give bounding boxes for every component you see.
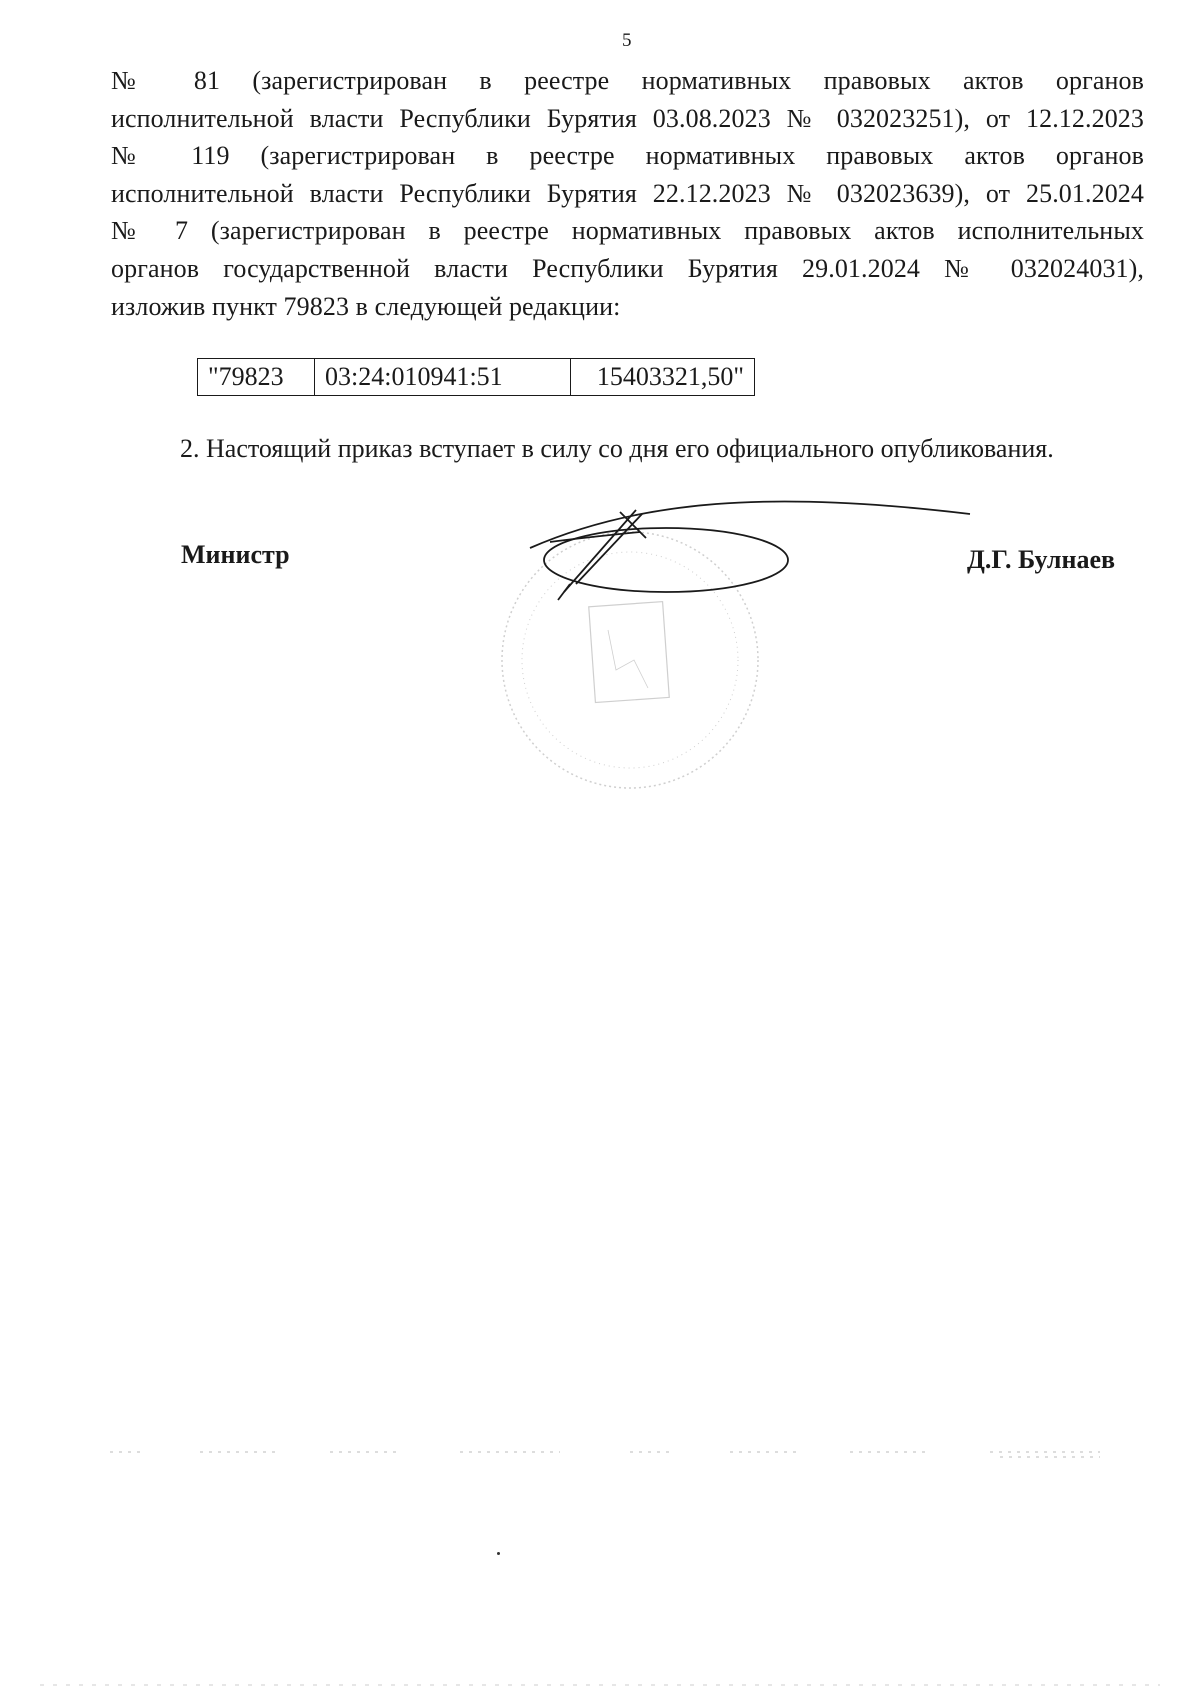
bottom-scan-artifact [0,1675,1200,1695]
signatory-name: Д.Г. Булнаев [967,545,1116,574]
stamp-and-signature [490,480,1010,800]
paragraph-line: № 7 (зарегистрирован в реестре нормативных правовых актов исполнительных [111,216,1144,246]
paragraph-line: органов государственной власти Республики Бурятия 29.01.2024 № 032024031), [111,253,1144,283]
paragraph-line: изложив пункт 79823 в следующей редакции: [111,291,621,321]
scan-speck [497,1552,500,1555]
paragraph-line: исполнительной власти Республики Бурятия 03.08.2023 № 032023251), от 12.12.2023 [111,103,1144,133]
paragraph-continuation [111,62,1144,325]
registry-table-row [197,358,755,396]
scan-artifact-line [110,1442,1180,1462]
paragraph-line: № 81 (зарегистрирован в реестре нормативных правовых актов органов [111,66,1144,95]
paragraph-line: № 119 (зарегистрирован в реестре нормативных правовых актов органов [111,141,1144,171]
table-cell-cadastral-value: 15403321,50" [596,362,744,391]
paragraph-line: исполнительной власти Республики Бурятия 22.12.2023 № 032023639), от 25.01.2024 [111,178,1144,208]
signatory-title: Министр [181,540,290,569]
table-cell-item-number: "79823 [198,359,315,395]
page-number: 5 [622,30,632,51]
clause-2: 2. Настоящий приказ вступает в силу со дня его официального опубликования. [180,434,1054,463]
table-cell-cadastral-number: 03:24:010941:51 [315,359,571,395]
official-seal [502,532,758,788]
handwritten-signature [530,501,970,600]
